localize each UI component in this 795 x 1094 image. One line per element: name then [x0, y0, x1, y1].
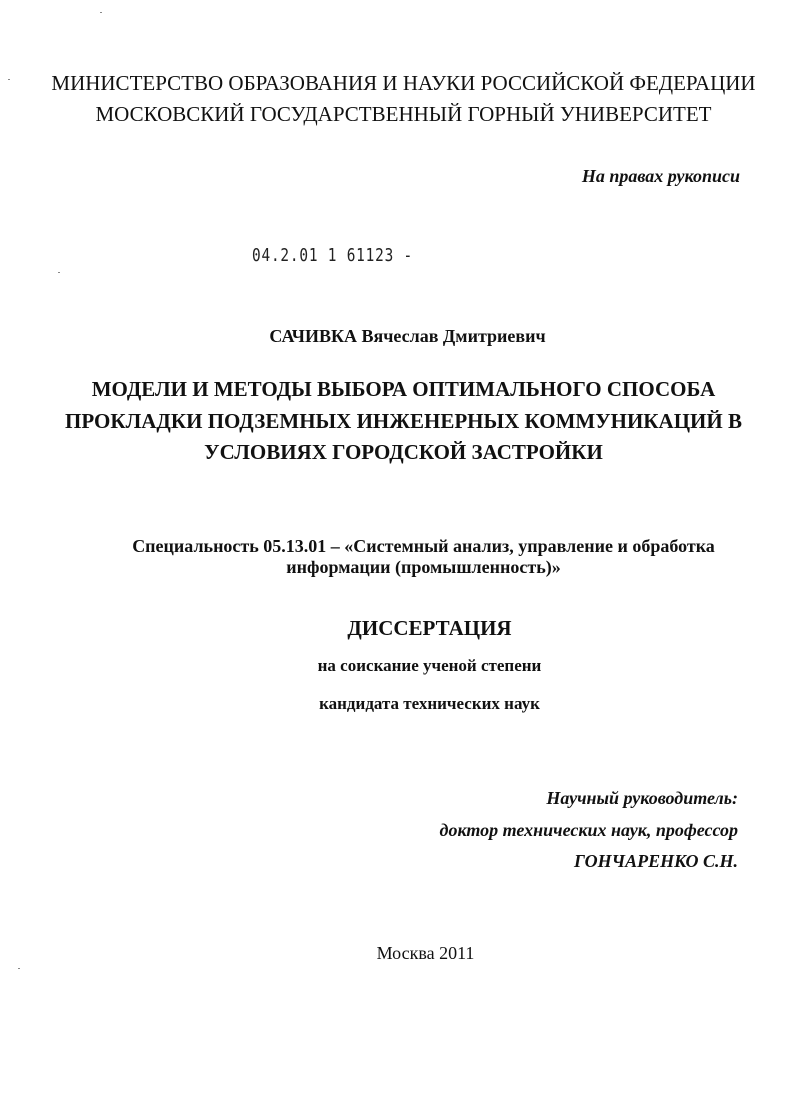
- supervisor-label: Научный руководитель:: [546, 788, 738, 808]
- university-heading: МОСКОВСКИЙ ГОСУДАРСТВЕННЫЙ ГОРНЫЙ УНИВЕРСИТЕТ: [95, 102, 712, 126]
- specialty-line: Специальность 05.13.01 – «Системный анализ, управление и обработка: [132, 536, 715, 556]
- title-line: МОДЕЛИ И МЕТОДЫ ВЫБОРА ОПТИМАЛЬНОГО СПОСОБА: [91, 377, 716, 401]
- rights-note: На правах рукописи: [581, 166, 740, 186]
- document-type: ДИССЕРТАЦИЯ: [347, 616, 512, 640]
- scan-speck: [100, 12, 102, 13]
- scan-speck: [58, 272, 60, 273]
- supervisor-title: доктор технических наук, профессор: [439, 820, 738, 840]
- scan-speck: [8, 79, 10, 80]
- scan-speck: [18, 968, 20, 969]
- dissertation-title: [6, 374, 795, 469]
- title-line: ПРОКЛАДКИ ПОДЗЕМНЫХ ИНЖЕНЕРНЫХ КОММУНИКАЦИЙ В: [65, 408, 742, 433]
- specialty: [26, 536, 795, 578]
- degree-line: на соискание ученой степени: [317, 656, 542, 675]
- specialty-line: информации (промышленность)»: [286, 557, 561, 577]
- title-line: УСЛОВИЯХ ГОРОДСКОЙ ЗАСТРОЙКИ: [204, 440, 603, 464]
- supervisor-name: ГОНЧАРЕНКО С.Н.: [574, 851, 738, 871]
- ministry-heading: МИНИСТЕРСТВО ОБРАЗОВАНИЯ И НАУКИ РОССИЙСКОЙ ФЕДЕРАЦИИ: [51, 71, 756, 95]
- author-name: САЧИВКА Вячеслав Дмитриевич: [269, 326, 546, 346]
- city-year: Москва 2011: [376, 943, 475, 963]
- degree-line: кандидата технических наук: [319, 694, 540, 713]
- stamp-number: 04.2.01 1 61123 -: [252, 245, 413, 266]
